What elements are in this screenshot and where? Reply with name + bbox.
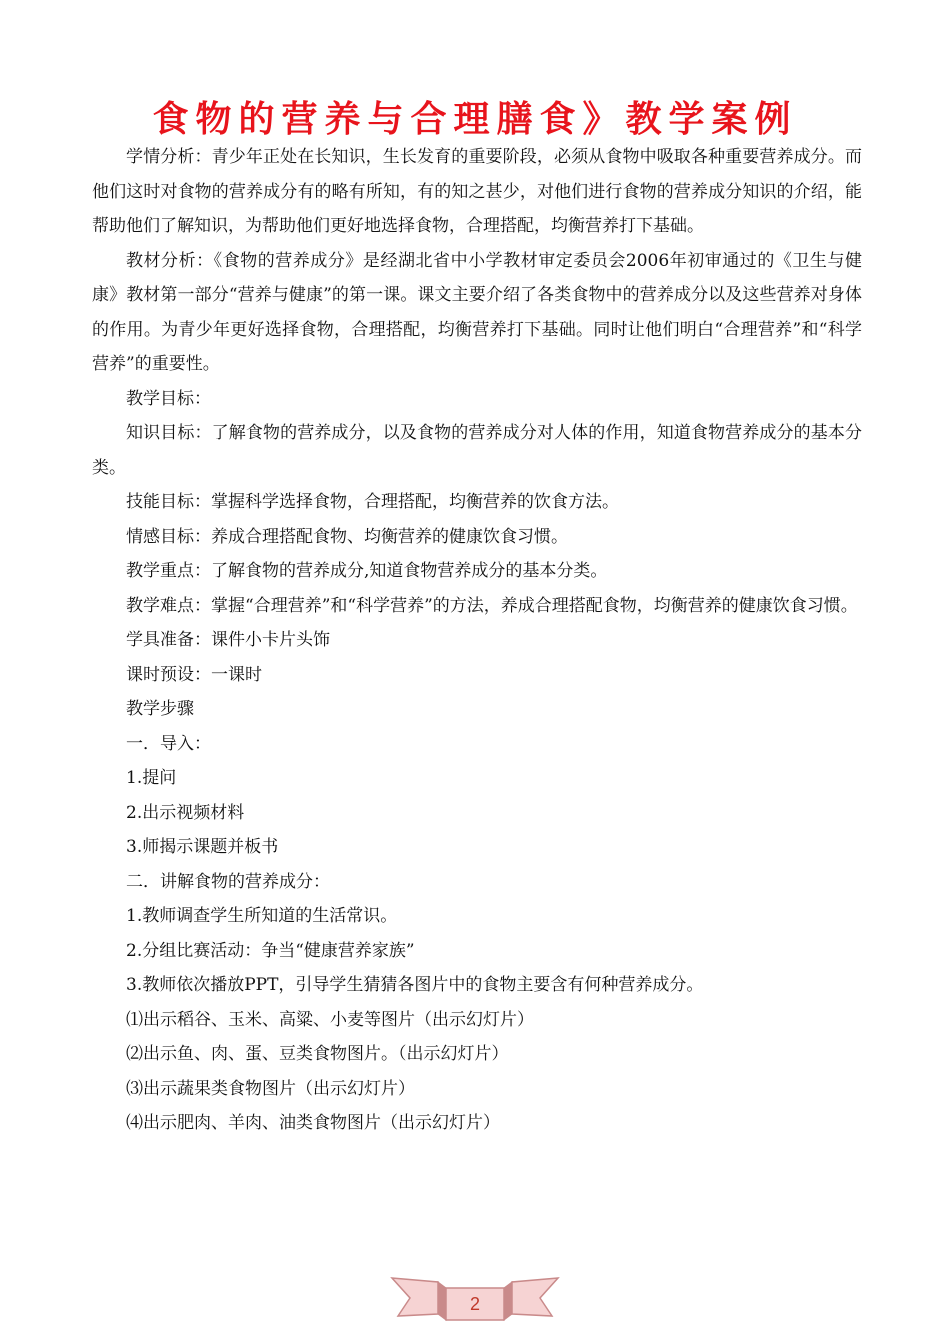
paragraph-skill-goal: 技能目标：掌握科学选择食物，合理搭配，均衡营养的饮食方法。	[126, 492, 619, 512]
page-footer	[390, 1270, 560, 1330]
section-one-heading: 一．导入：	[126, 733, 211, 754]
list-item: 2.分组比赛活动：争当“健康营养家族”	[126, 940, 415, 961]
paragraph-knowledge-goal: 知识目标：了解食物的营养成分，以及食物的营养成分对人体的作用，知道食物营养成分的基本分类。	[92, 423, 862, 478]
page-number: 2	[469, 1294, 480, 1314]
list-item: 1.教师调查学生所知道的生活常识。	[126, 906, 398, 926]
document-title: 食物的营养与合理膳食》教学案例	[152, 99, 798, 140]
paragraph-key-points: 教学重点：了解食物的营养成分,知道食物营养成分的基本分类。	[126, 561, 608, 581]
section-two-heading: 二．讲解食物的营养成分：	[126, 871, 330, 892]
paragraph-class-hours: 课时预设：一课时	[126, 664, 262, 685]
paragraph-material-analysis: 教材分析：《食物的营养成分》是经湖北省中小学教材审定委员会2006年初审通过的《卫生与健康》教材第一部分“营养与健康”的第一课。课文主要介绍了各类食物中的营养成分以及这些营养对身体的作用。为青少年更好选择食物，合理搭配，均衡营养打下基础。同时让他们明白“合理营养”和“科学营养”的重要性。	[92, 250, 862, 374]
paragraph-steps-heading: 教学步骤	[126, 699, 194, 719]
paragraph-learning-analysis: 学情分析：青少年正处在长知识，生长发育的重要阶段，必须从食物中吸取各种重要营养成分。而他们这时对食物的营养成分有的略有所知，有的知之甚少，对他们进行食物的营养成分知识的介绍，能帮助他们了解知识，为帮助他们更好地选择食物，合理搭配，均衡营养打下基础。	[92, 147, 862, 236]
list-item: 1.提问	[126, 768, 177, 788]
list-item: ⑷出示肥肉、羊肉、油类食物图片（出示幻灯片）	[126, 1113, 500, 1133]
list-item: ⑶出示蔬果类食物图片（出示幻灯片）	[126, 1078, 415, 1099]
paragraph-teaching-goals: 教学目标：	[126, 388, 211, 409]
list-item: 2.出示视频材料	[126, 802, 245, 823]
paragraph-emotion-goal: 情感目标：养成合理搭配食物、均衡营养的健康饮食习惯。	[126, 526, 568, 547]
paragraph-difficulties: 教学难点：掌握“合理营养”和“科学营养”的方法，养成合理搭配食物，均衡营养的健康饮食习惯。	[126, 595, 858, 616]
list-item: ⑵出示鱼、肉、蛋、豆类食物图片。（出示幻灯片）	[126, 1044, 509, 1064]
document-body	[92, 140, 862, 1141]
list-item: 3.师揭示课题并板书	[126, 837, 279, 857]
list-item: 3.教师依次播放PPT，引导学生猜猜各图片中的食物主要含有何种营养成分。	[126, 975, 704, 995]
paragraph-materials: 学具准备：课件小卡片头饰	[126, 630, 330, 650]
list-item: ⑴出示稻谷、玉米、高粱、小麦等图片（出示幻灯片）	[126, 1009, 534, 1030]
